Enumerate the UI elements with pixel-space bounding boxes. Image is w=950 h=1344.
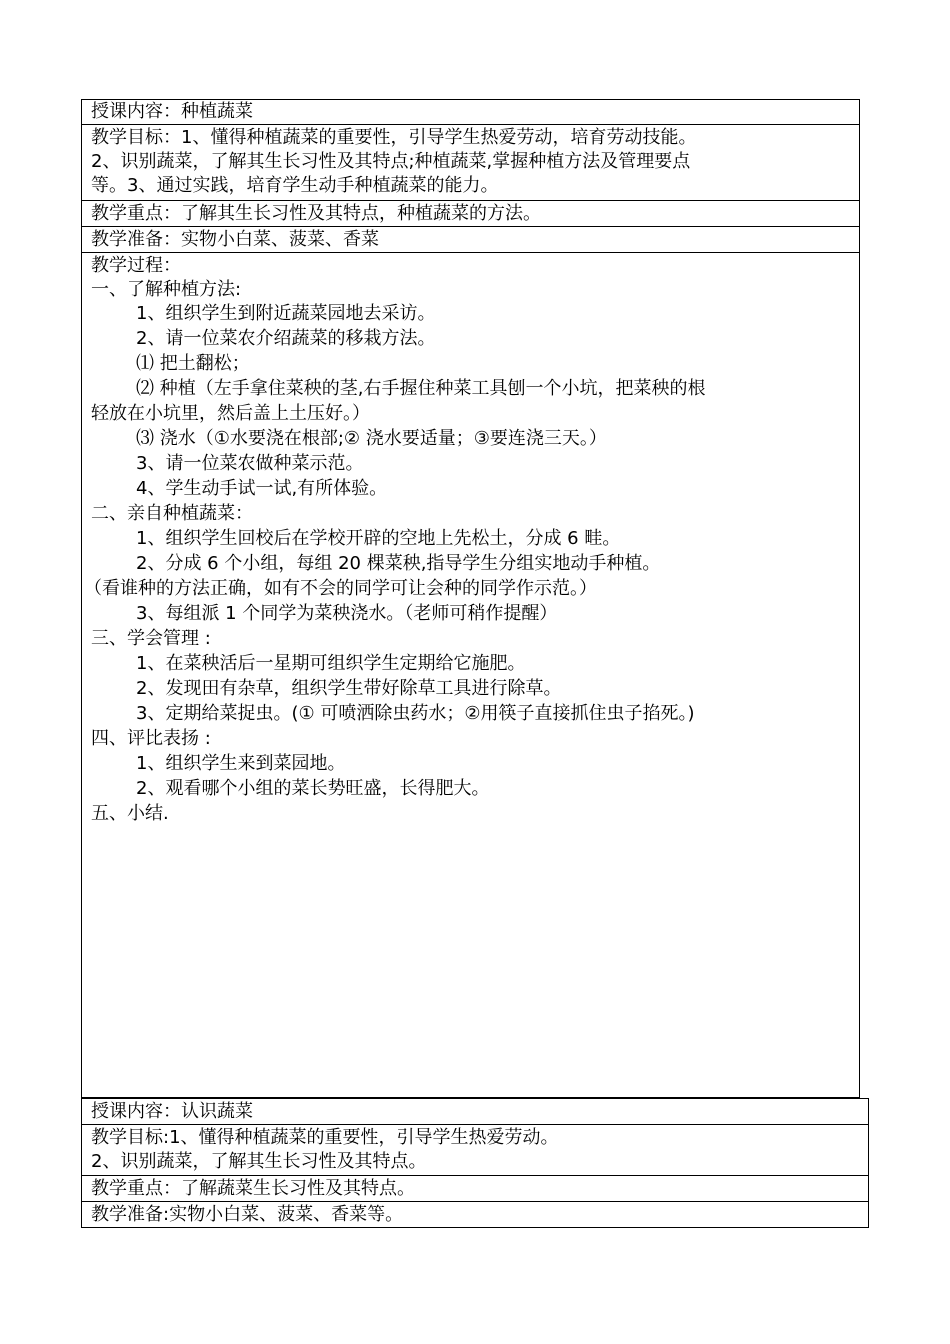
process-step: 1、在菜秧活后一星期可组织学生定期给它施肥。 (136, 653, 526, 674)
process-step: 1、组织学生回校后在学校开辟的空地上先松土，分成 6 畦。 (136, 528, 621, 549)
lesson2-title: 授课内容：认识蔬菜 (91, 1101, 253, 1122)
lesson2-table (81, 1098, 869, 1228)
lesson1-key-point-row (82, 201, 859, 227)
process-section-heading: 三、学会管理 : (91, 628, 211, 649)
lesson1-table (81, 99, 860, 1098)
lesson1-preparation-row (82, 227, 859, 253)
process-substep: ⑵ 种植（左手拿住菜秧的茎,右手握住种菜工具刨一个小坑，把菜秧的根 (136, 378, 706, 399)
lesson2-key-point: 教学重点：了解蔬菜生长习性及其特点。 (91, 1178, 415, 1199)
process-section-heading: 五、小结. (91, 803, 169, 824)
lesson1-goal-line: 等。3、通过实践，培育学生动手种植蔬菜的能力。 (91, 175, 499, 196)
process-step: 2、观看哪个小组的菜长势旺盛，长得肥大。 (136, 778, 490, 799)
process-step: 1、组织学生来到菜园地。 (136, 753, 346, 774)
process-step: 3、定期给菜捉虫。(① 可喷洒除虫药水；②用筷子直接抓住虫子掐死。) (136, 703, 695, 724)
process-step: 2、分成 6 个小组，每组 20 棵菜秧,指导学生分组实地动手种植。 (136, 553, 661, 574)
lesson2-key-point-row (82, 1176, 868, 1202)
lesson2-title-row (82, 1099, 868, 1125)
process-substep: ⑶ 浇水（①水要浇在根部;② 浇水要适量；③要连浇三天。） (136, 428, 607, 449)
process-section-heading: 二、亲自种植蔬菜： (91, 503, 253, 524)
process-note: （看谁种的方法正确，如有不会的同学可让会种的同学作示范。） (84, 578, 597, 599)
lesson1-goal-line: 2、识别蔬菜，了解其生长习性及其特点;种植蔬菜,掌握种植方法及管理要点 (91, 151, 691, 172)
lesson1-title-row (82, 100, 859, 125)
process-step: 3、每组派 1 个同学为菜秧浇水。（老师可稍作提醒） (136, 603, 558, 624)
lesson2-goal-line: 2、识别蔬菜，了解其生长习性及其特点。 (91, 1151, 427, 1172)
lesson2-preparation-row (82, 1202, 868, 1227)
process-step: 2、发现田有杂草，组织学生带好除草工具进行除草。 (136, 678, 562, 699)
lesson2-goal-row (82, 1125, 868, 1176)
process-substep-cont: 轻放在小坑里，然后盖上土压好。） (91, 403, 370, 424)
lesson1-key-point: 教学重点：了解其生长习性及其特点，种植蔬菜的方法。 (91, 203, 541, 224)
lesson1-goal-row (82, 125, 859, 201)
lesson2-preparation: 教学准备:实物小白菜、菠菜、香菜等。 (91, 1204, 404, 1225)
lesson1-preparation: 教学准备：实物小白菜、菠菜、香菜 (91, 229, 379, 250)
process-section-heading: 一、了解种植方法: (91, 279, 242, 300)
process-section-heading: 四、评比表扬 : (91, 728, 211, 749)
process-step: 4、学生动手试一试,有所体验。 (136, 478, 388, 499)
lesson1-goal-line: 教学目标：1、懂得种植蔬菜的重要性，引导学生热爱劳动，培育劳动技能。 (91, 127, 697, 148)
process-substep: ⑴ 把土翻松； (136, 353, 250, 374)
lesson1-process-cell (82, 253, 859, 1097)
process-step: 3、请一位菜农做种菜示范。 (136, 453, 364, 474)
process-step: 1、组织学生到附近蔬菜园地去采访。 (136, 303, 436, 324)
process-step: 2、请一位菜农介绍蔬菜的移栽方法。 (136, 328, 436, 349)
lesson2-goal-line: 教学目标:1、懂得种植蔬菜的重要性，引导学生热爱劳动。 (91, 1127, 559, 1148)
process-heading: 教学过程： (91, 255, 181, 276)
lesson1-title: 授课内容：种植蔬菜 (91, 101, 253, 122)
